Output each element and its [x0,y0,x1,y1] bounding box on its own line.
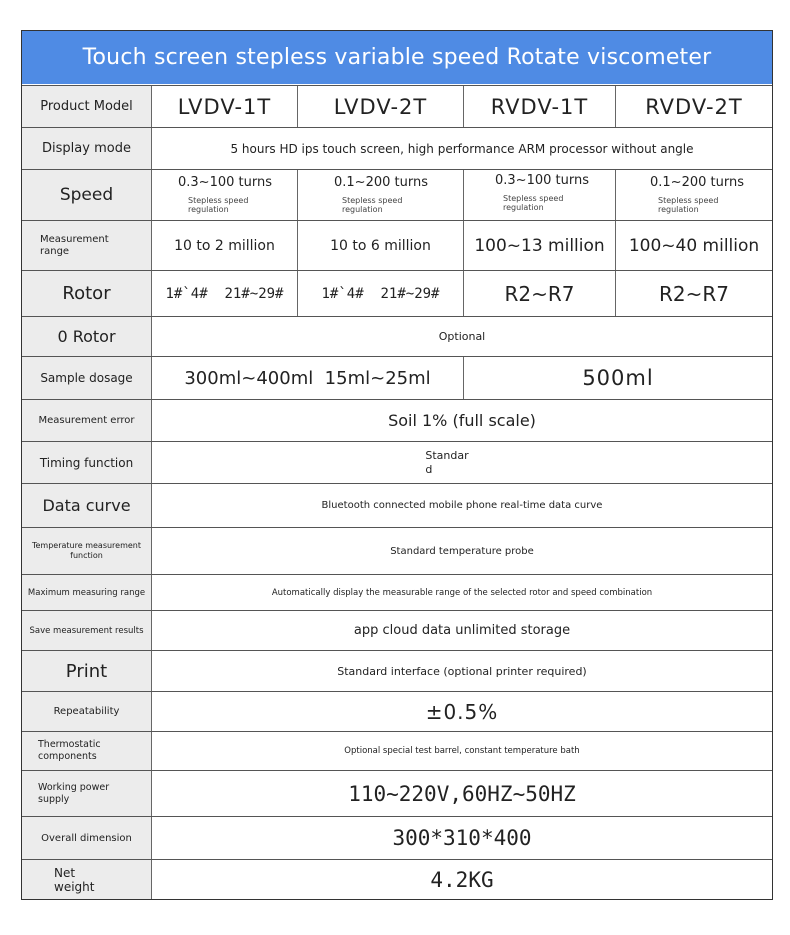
speed-note: Stepless speed regulation [188,196,249,214]
row-measurement-range [22,220,772,270]
range-rvdv-2t: 100~40 million [628,235,760,256]
speed-note: Stepless speed regulation [503,194,564,212]
label-display-mode: Display mode [22,128,152,169]
speed-cell-3 [464,170,615,220]
speed-cell-4 [616,170,772,220]
value-display-mode: 5 hours HD ips touch screen, high performance ARM processor without angle [230,141,694,156]
row-zero-rotor [22,316,772,356]
value-sample-dosage-rv: 500ml [582,366,654,390]
row-rotor [22,270,772,316]
row-save-results [22,610,772,650]
row-print [22,650,772,691]
label-speed: Speed [22,170,152,220]
value-timing-function: Standar d [425,448,469,476]
speed-cell-2 [298,170,463,220]
label-data-curve: Data curve [22,484,152,527]
label-thermostatic: Thermostatic components [22,732,152,770]
table-title: Touch screen stepless variable speed Rotate viscometer [22,31,772,84]
speed-range: 0.3~100 turns [178,175,272,190]
rotor-rvdv-2t: R2~R7 [659,281,729,306]
label-rotor: Rotor [22,271,152,316]
row-measurement-error [22,399,772,441]
label-net-weight: Net weight [22,860,152,899]
row-timing-function [22,441,772,483]
speed-note: Stepless speed regulation [658,196,719,214]
label-max-range: Maximum measuring range [22,575,152,610]
model-rvdv-1t: RVDV-1T [490,94,589,119]
row-thermostatic [22,731,772,770]
model-rvdv-2t: RVDV-2T [645,94,743,119]
value-save-results: app cloud data unlimited storage [353,623,571,638]
speed-range: 0.1~200 turns [334,175,428,190]
model-lvdv-2t: LVDV-2T [333,94,428,119]
row-net-weight [22,859,772,899]
value-max-range: Automatically display the measurable range of the selected rotor and speed combination [271,587,653,598]
row-max-range [22,574,772,610]
label-power: Working power supply [22,771,152,816]
row-display-mode [22,127,772,169]
range-lvdv-2t: 10 to 6 million [330,237,431,254]
value-net-weight: 4.2KG [430,867,494,892]
label-product-model: Product Model [22,86,152,127]
speed-range: 0.3~100 turns [495,173,589,188]
speed-note: Stepless speed regulation [342,196,403,214]
row-dimension [22,816,772,859]
model-lvdv-1t: LVDV-1T [177,94,272,119]
value-dimension: 300*310*400 [392,826,532,850]
label-sample-dosage: Sample dosage [22,357,152,399]
row-temperature [22,527,772,574]
value-repeatability: ±0.5% [425,699,499,724]
value-temperature: Standard temperature probe [390,545,534,557]
value-power: 110~220V,60HZ~50HZ [348,781,576,806]
row-data-curve [22,483,772,527]
speed-range: 0.1~200 turns [650,175,744,190]
row-power [22,770,772,816]
row-speed [22,169,772,220]
label-print: Print [22,651,152,691]
rotor-lvdv-2t: 1#`4# 21#~29# [321,285,440,302]
value-sample-dosage-lv: 300ml~400ml 15ml~25ml [184,367,431,389]
label-repeatability: Repeatability [22,692,152,731]
spec-table [21,30,773,900]
label-save-results: Save measurement results [22,611,152,650]
range-lvdv-1t: 10 to 2 million [174,237,275,254]
label-zero-rotor: 0 Rotor [22,317,152,356]
value-thermostatic: Optional special test barrel, constant temperature bath [344,746,580,756]
value-zero-rotor: Optional [438,330,486,343]
value-measurement-error: Soil 1% (full scale) [388,411,536,430]
rotor-lvdv-1t: 1#`4# 21#~29# [165,285,284,302]
row-repeatability [22,691,772,731]
value-print: Standard interface (optional printer required) [337,664,587,678]
speed-cell-1 [152,170,297,220]
row-product-model [22,85,772,127]
label-timing-function: Timing function [22,442,152,483]
label-dimension: Overall dimension [22,817,152,859]
row-sample-dosage [22,356,772,399]
range-rvdv-1t: 100~13 million [474,235,605,256]
value-data-curve: Bluetooth connected mobile phone real-time data curve [321,500,603,511]
rotor-rvdv-1t: R2~R7 [504,281,575,306]
label-measurement-error: Measurement error [22,400,152,441]
label-temperature: Temperature measurement function [22,528,152,574]
label-measurement-range: Measurement range [22,221,152,270]
